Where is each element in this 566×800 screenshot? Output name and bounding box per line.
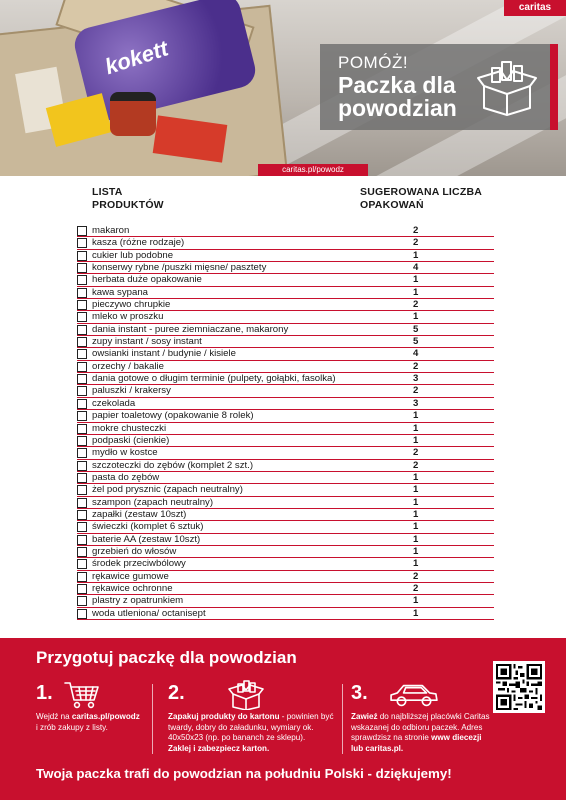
title-top: POMÓŻ! <box>338 53 409 72</box>
product-quantity: 3 <box>413 397 419 409</box>
product-quantity: 4 <box>413 262 419 274</box>
product-quantity: 3 <box>413 373 419 385</box>
product-name: mleko w proszku <box>92 311 164 323</box>
checkbox[interactable] <box>77 374 87 384</box>
checkbox[interactable] <box>77 226 87 236</box>
jar-photo <box>110 92 156 136</box>
table-row <box>77 546 494 558</box>
product-quantity: 2 <box>413 570 419 582</box>
product-name: podpaski (cienkie) <box>92 434 170 446</box>
checkbox[interactable] <box>77 559 87 569</box>
checkbox[interactable] <box>77 596 87 606</box>
title-panel-accent <box>550 44 558 130</box>
product-name: dania gotowe o długim terminie (pulpety, gołąbki, fasolka) <box>92 373 336 385</box>
product-name: szczoteczki do zębów (komplet 2 szt.) <box>92 459 254 471</box>
product-quantity: 1 <box>413 496 419 508</box>
table-row <box>77 373 494 385</box>
checkbox[interactable] <box>77 288 87 298</box>
product-name: rękawice ochronne <box>92 582 173 594</box>
table-row <box>77 410 494 422</box>
product-quantity: 1 <box>413 484 419 496</box>
qr-code[interactable] <box>493 661 545 713</box>
product-quantity: 1 <box>413 274 419 286</box>
table-row <box>77 336 494 348</box>
checkbox[interactable] <box>77 337 87 347</box>
product-name: makaron <box>92 225 130 236</box>
checkbox[interactable] <box>77 263 87 273</box>
checkbox[interactable] <box>77 535 87 545</box>
product-quantity: 1 <box>413 286 419 298</box>
table-row <box>77 423 494 435</box>
page-title: Paczka dla powodzian <box>338 72 457 121</box>
closing-message: Twoja paczka trafi do powodzian na południu Polski - dziękujemy! <box>36 766 452 781</box>
product-name: kasza (różne rodzaje) <box>92 237 185 249</box>
product-name: żel pod prysznic (zapach neutralny) <box>92 484 243 496</box>
product-quantity: 1 <box>413 508 419 520</box>
product-name: grzebień do włosów <box>92 545 177 557</box>
product-quantity: 2 <box>413 582 419 594</box>
product-name: plastry z opatrunkiem <box>92 595 184 607</box>
checkbox[interactable] <box>77 522 87 532</box>
table-row <box>77 521 494 533</box>
table-row <box>77 497 494 509</box>
qr-code-icon <box>496 664 542 710</box>
checkbox[interactable] <box>77 275 87 285</box>
product-name: owsianki instant / budynie / kisiele <box>92 348 236 360</box>
checkbox[interactable] <box>77 572 87 582</box>
checkbox[interactable] <box>77 238 87 248</box>
table-row <box>77 274 494 286</box>
product-name: orzechy / bakalie <box>92 360 164 372</box>
product-name: kawa sypana <box>92 286 148 298</box>
checkbox[interactable] <box>77 473 87 483</box>
product-name: zapałki (zestaw 10szt) <box>92 508 187 520</box>
table-row <box>77 460 494 472</box>
diocese-link[interactable]: www diecezji lub caritas.pl. <box>351 733 482 753</box>
checkbox[interactable] <box>77 461 87 471</box>
product-name: papier toaletowy (opakowanie 8 rolek) <box>92 410 254 422</box>
table-row <box>77 398 494 410</box>
product-quantity: 1 <box>413 422 419 434</box>
product-name: pasta do zębów <box>92 471 160 483</box>
product-name: dania instant - puree ziemniaczane, makarony <box>92 323 289 335</box>
product-quantity: 1 <box>413 595 419 607</box>
checkbox[interactable] <box>77 386 87 396</box>
table-row <box>77 571 494 583</box>
product-name: herbata duże opakowanie <box>92 274 202 286</box>
product-quantity: 1 <box>413 521 419 533</box>
footer-section <box>0 638 566 800</box>
product-quantity: 2 <box>413 447 419 459</box>
checkbox[interactable] <box>77 251 87 261</box>
product-quantity: 1 <box>413 533 419 545</box>
product-quantity: 1 <box>413 607 419 619</box>
table-row <box>77 472 494 484</box>
table-row <box>77 324 494 336</box>
table-row <box>77 237 494 249</box>
checkbox[interactable] <box>77 325 87 335</box>
step-text: Zawieź do najbliższej placówki Caritas wskazanej do odbioru paczek. Adres sprawdzisz na stronie www diecezji lub caritas.pl. <box>351 712 490 753</box>
product-quantity: 2 <box>413 360 419 372</box>
product-name: mokre chusteczki <box>92 422 167 434</box>
package-box-icon <box>476 60 538 116</box>
table-row <box>77 299 494 311</box>
product-name: baterie AA (zestaw 10szt) <box>92 533 201 545</box>
product-quantity: 2 <box>413 299 419 311</box>
shopping-cart-icon <box>64 680 100 710</box>
table-row <box>77 608 494 620</box>
checkbox[interactable] <box>77 584 87 594</box>
checkbox[interactable] <box>77 362 87 372</box>
checkbox[interactable] <box>77 498 87 508</box>
checkbox[interactable] <box>77 349 87 359</box>
product-name: mydło w kostce <box>92 447 158 459</box>
product-quantity: 1 <box>413 311 419 323</box>
product-name: szampon (zapach neutralny) <box>92 496 214 508</box>
step-number: 2. <box>168 682 185 704</box>
checkbox[interactable] <box>77 436 87 446</box>
table-row <box>77 348 494 360</box>
toilet-paper-photo: kokett <box>71 0 259 124</box>
footer-heading: Przygotuj paczkę dla powodzian <box>36 648 297 667</box>
product-name: woda utleniona/ octanisept <box>92 607 206 619</box>
header-banner <box>0 0 566 176</box>
product-quantity: 1 <box>413 434 419 446</box>
product-quantity: 2 <box>413 459 419 471</box>
product-quantity: 2 <box>413 225 419 236</box>
table-row <box>77 311 494 323</box>
checkbox[interactable] <box>77 510 87 520</box>
product-quantity: 2 <box>413 385 419 397</box>
checkbox[interactable] <box>77 300 87 310</box>
column-header-products: LISTA PRODUKTÓW <box>92 186 164 211</box>
table-row <box>77 262 494 274</box>
product-list <box>77 225 494 620</box>
url-tag[interactable]: caritas.pl/powodz <box>258 164 368 176</box>
caritas-logo[interactable]: caritas <box>504 0 566 16</box>
product-name: konserwy rybne /puszki mięsne/ pasztety <box>92 262 267 274</box>
product-quantity: 1 <box>413 545 419 557</box>
table-row <box>77 385 494 397</box>
checkbox[interactable] <box>77 485 87 495</box>
product-name: czekolada <box>92 397 136 409</box>
checkbox[interactable] <box>77 424 87 434</box>
divider <box>342 684 343 754</box>
table-row <box>77 225 494 237</box>
site-link[interactable]: caritas.pl/powodz <box>71 712 140 721</box>
step-number: 3. <box>351 682 368 704</box>
product-quantity: 1 <box>413 410 419 422</box>
table-row <box>77 558 494 570</box>
table-row <box>77 447 494 459</box>
table-row <box>77 595 494 607</box>
divider <box>152 684 153 754</box>
checkbox[interactable] <box>77 609 87 619</box>
table-row <box>77 435 494 447</box>
product-quantity: 1 <box>413 558 419 570</box>
product-name: rękawice gumowe <box>92 570 169 582</box>
product-name: środek przeciwbólowy <box>92 558 186 570</box>
table-row <box>77 287 494 299</box>
product-name: zupy instant / sosy instant <box>92 336 202 348</box>
checkbox[interactable] <box>77 399 87 409</box>
checkbox[interactable] <box>77 411 87 421</box>
checkbox[interactable] <box>77 547 87 557</box>
table-row <box>77 583 494 595</box>
table-row <box>77 250 494 262</box>
product-quantity: 1 <box>413 471 419 483</box>
product-quantity: 4 <box>413 348 419 360</box>
product-quantity: 5 <box>413 323 419 335</box>
package-box-icon <box>226 680 266 710</box>
step-text: Wejdź na caritas.pl/powodz i zrób zakupy z listy. <box>36 712 140 732</box>
product-quantity: 2 <box>413 237 419 249</box>
product-quantity: 1 <box>413 249 419 261</box>
product-name: pieczywo chrupkie <box>92 299 171 311</box>
table-row <box>77 534 494 546</box>
product-name: świeczki (komplet 6 sztuk) <box>92 521 204 533</box>
table-row <box>77 509 494 521</box>
step-text: Zapakuj produkty do kartonu - powinien być twardy, dobry do załadunku, wymiary ok. 40x50x23 (np. po bananch ze sklepu). Zaklej i zabezpiecz karton. <box>168 712 334 753</box>
table-row <box>77 361 494 373</box>
checkbox[interactable] <box>77 312 87 322</box>
car-icon <box>389 680 439 710</box>
product-name: paluszki / krakersy <box>92 385 171 397</box>
checkbox[interactable] <box>77 448 87 458</box>
column-header-quantity: SUGEROWANA LICZBA OPAKOWAŃ <box>360 186 483 211</box>
table-row <box>77 484 494 496</box>
product-quantity: 5 <box>413 336 419 348</box>
step-number: 1. <box>36 682 53 704</box>
product-name: cukier lub podobne <box>92 249 174 261</box>
title-panel <box>320 44 550 130</box>
